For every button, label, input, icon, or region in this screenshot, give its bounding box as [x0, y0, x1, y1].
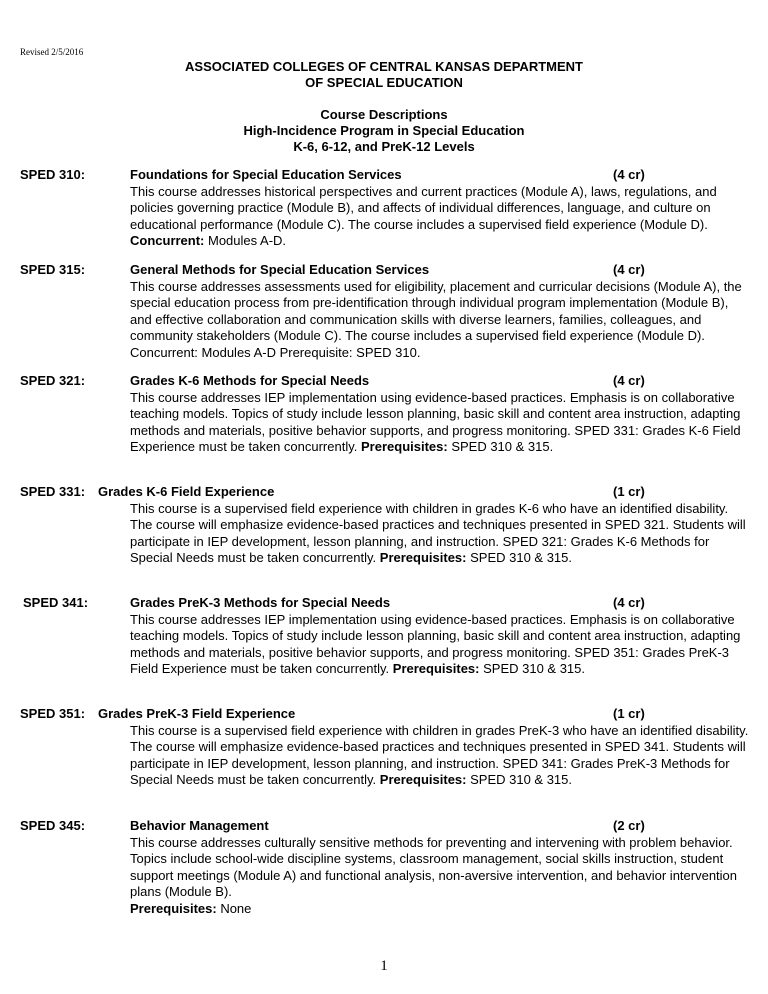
course-title: Behavior Management	[130, 818, 269, 833]
requirement-label: Prerequisites:	[392, 661, 480, 676]
course-description: This course addresses historical perspectives and current practices (Module A), laws, regulations, and policies governing practice (Module B), and affects of individual differences, language, and culture on educational performance (Module C). The course includes a supervised field experience (Module D). Concurrent: Modules A-D.	[130, 183, 717, 248]
course-description: This course addresses IEP implementation using evidence-based practices. Emphasis is on collaborative teaching models. Topics of study include lesson planning, basic skill and content area instruction, adapting methods and materials, positive behavior supports, and progress monitoring. SPED 331: Grades K-6 Field Experience must be taken concurrently. Prerequisites: SPED 310 & 315.	[130, 389, 741, 454]
course-sped-345	[20, 818, 740, 917]
course-sped-341	[23, 595, 743, 678]
header-levels: K-6, 6-12, and PreK-12 Levels	[293, 139, 475, 154]
header-institution-line2: OF SPECIAL EDUCATION	[305, 75, 463, 90]
course-code: SPED 351:	[20, 706, 86, 721]
requirement-label: Prerequisites:	[379, 772, 467, 787]
course-sped-310	[20, 167, 740, 250]
course-title: Grades K-6 Field Experience	[98, 484, 275, 499]
revised-date: Revised 2/5/2016	[20, 47, 84, 57]
requirement-label: Prerequisites:	[361, 439, 448, 454]
header-program: High-Incidence Program in Special Education	[243, 123, 525, 138]
course-sped-321	[20, 373, 740, 456]
course-sped-315	[20, 262, 740, 361]
course-code: SPED 315:	[20, 262, 86, 277]
course-code: SPED 321:	[20, 373, 86, 388]
course-credits: (1 cr)	[613, 706, 645, 721]
requirement-label: Prerequisites:	[130, 900, 217, 916]
requirement-label: Concurrent:	[130, 233, 205, 248]
course-credits: (4 cr)	[613, 595, 645, 610]
course-title: Foundations for Special Education Services	[130, 167, 402, 182]
course-credits: (4 cr)	[613, 373, 645, 388]
course-code: SPED 310:	[20, 167, 86, 182]
course-code: SPED 331:	[20, 484, 86, 499]
course-title: General Methods for Special Education Services	[130, 262, 430, 277]
course-title: Grades K-6 Methods for Special Needs	[130, 373, 370, 388]
requirement-label: Prerequisites:	[379, 550, 467, 565]
course-sped-351	[20, 706, 749, 789]
header-title: Course Descriptions	[320, 107, 448, 122]
course-sped-331	[20, 484, 746, 567]
course-code: SPED 345:	[20, 818, 86, 833]
course-description: This course is a supervised field experience with children in grades K-6 who have an identified disability. The course will emphasize evidence-based practices and techniques presented in SPED 321. Students will participate in IEP development, lesson planning, and instruction. SPED 321: Grades K-6 Methods for Special Needs must be taken concurrently. Prerequisites: SPED 310 & 315.	[130, 500, 746, 565]
course-title: Grades PreK-3 Methods for Special Needs	[130, 595, 391, 610]
course-credits: (4 cr)	[613, 262, 645, 277]
course-description: This course addresses culturally sensitive methods for preventing and intervening with problem behavior. Topics include school-wide discipline systems, classroom management, social skills instruction, student support meetings (Module A) and functional analysis, non-aversive intervention, and behavior intervention plans (Module B). Prerequisites: None	[130, 834, 738, 916]
course-credits: (2 cr)	[613, 818, 645, 833]
course-description: This course addresses assessments used for eligibility, placement and curricular decisions (Module A), the special education process from pre-identification through individual program implementation (Module B), and effective collaboration and communication skills with diverse learners, families, colleagues, and community stakeholders (Module C). The course includes a supervised field experience (Module D). Concurrent: Modules A-D Prerequisite: SPED 310.	[130, 278, 742, 360]
page-number: 1	[380, 958, 388, 974]
course-description: This course is a supervised field experience with children in grades PreK-3 who have an identified disability. The course will emphasize evidence-based practices and techniques presented in SPED 341. Students will participate in IEP development, lesson planning, and instruction. SPED 341: Grades PreK-3 Methods for Special Needs must be taken concurrently. Prerequisites: SPED 310 & 315.	[130, 722, 749, 787]
header-institution-line1: ASSOCIATED COLLEGES OF CENTRAL KANSAS DEPARTMENT	[185, 59, 583, 74]
course-code: SPED 341:	[23, 595, 89, 610]
course-title: Grades PreK-3 Field Experience	[98, 706, 296, 721]
course-credits: (4 cr)	[613, 167, 645, 182]
course-credits: (1 cr)	[613, 484, 645, 499]
course-description: This course addresses IEP implementation using evidence-based practices. Emphasis is on collaborative teaching models. Topics of study include lesson planning, basic skill and content area instruction, adapting methods and materials, positive behavior supports, and progress monitoring. SPED 351: Grades PreK-3 Field Experience must be taken concurrently. Prerequisites: SPED 310 & 315.	[130, 611, 741, 676]
